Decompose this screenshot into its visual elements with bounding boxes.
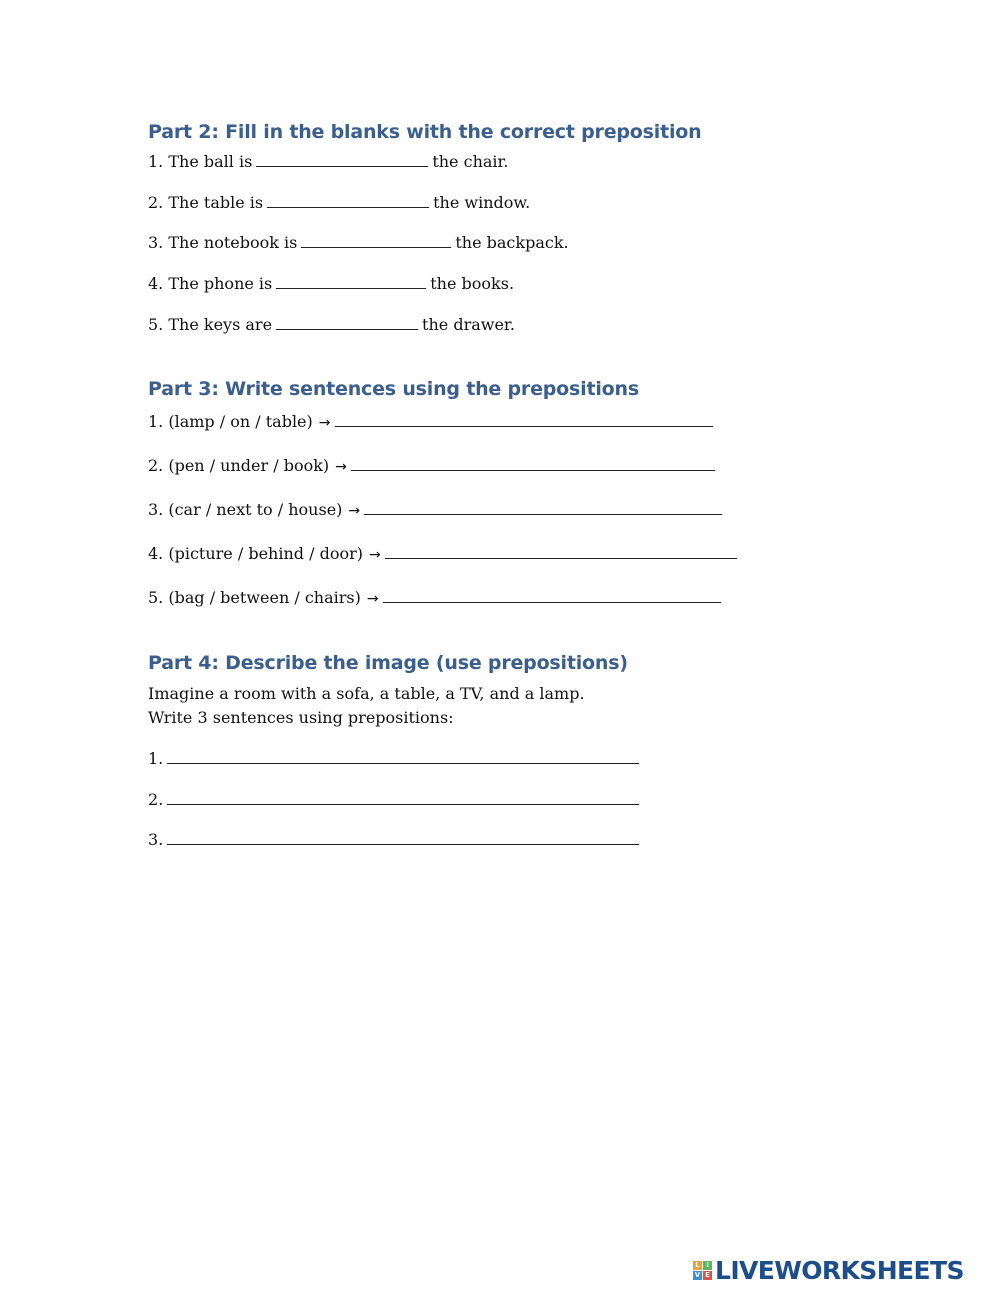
part3-blank-1[interactable] bbox=[335, 412, 713, 427]
part4-item-3-number: 3. bbox=[148, 830, 164, 849]
part3-item-3-prompt: 3. (car / next to / house) bbox=[148, 500, 343, 519]
part3-item-5 bbox=[148, 588, 725, 609]
part3-blank-3[interactable] bbox=[364, 500, 722, 515]
part2-item-2-before: 2. The table is bbox=[148, 193, 264, 212]
part3-item-4-prompt: 4. (picture / behind / door) bbox=[148, 544, 363, 563]
part2-heading: Part 2: Fill in the blanks with the correct preposition bbox=[148, 121, 702, 143]
part2-item-1-after: the chair. bbox=[432, 152, 509, 171]
part4-blank-3[interactable] bbox=[167, 830, 639, 845]
part2-blank-5[interactable] bbox=[276, 315, 418, 330]
arrow-icon: → bbox=[318, 415, 331, 431]
part3-blank-5[interactable] bbox=[383, 588, 721, 603]
part2-item-1-before: 1. The ball is bbox=[148, 152, 253, 171]
arrow-icon: → bbox=[368, 547, 381, 563]
part2-blank-4[interactable] bbox=[276, 274, 426, 289]
part2-item-2 bbox=[148, 193, 530, 213]
part3-item-4 bbox=[148, 544, 741, 565]
part2-blank-3[interactable] bbox=[301, 233, 451, 248]
part2-blank-1[interactable] bbox=[256, 152, 428, 167]
part4-blank-2[interactable] bbox=[167, 790, 639, 805]
part3-blank-2[interactable] bbox=[351, 456, 715, 471]
part2-item-5 bbox=[148, 315, 515, 335]
part3-item-1 bbox=[148, 412, 717, 433]
part4-item-2 bbox=[148, 790, 643, 810]
part4-item-1-number: 1. bbox=[148, 749, 164, 768]
logo-text: LIVEWORKSHEETS bbox=[715, 1255, 964, 1285]
arrow-icon: → bbox=[335, 459, 347, 475]
part3-item-3 bbox=[148, 500, 726, 521]
part2-blank-2[interactable] bbox=[267, 193, 429, 208]
arrow-icon: → bbox=[366, 591, 379, 607]
part2-item-3-before: 3. The notebook is bbox=[148, 233, 298, 252]
logo-block: L bbox=[693, 1261, 702, 1270]
part3-item-1-prompt: 1. (lamp / on / table) bbox=[148, 412, 313, 431]
part4-item-1 bbox=[148, 749, 643, 769]
part2-item-3-after: the backpack. bbox=[455, 233, 569, 252]
logo-live-blocks-icon bbox=[693, 1261, 712, 1280]
logo-block: E bbox=[703, 1271, 712, 1280]
part2-item-4-before: 4. The phone is bbox=[148, 274, 273, 293]
part2-item-2-after: the window. bbox=[433, 193, 531, 212]
logo-block: I bbox=[703, 1261, 712, 1270]
part4-instruction-2: Write 3 sentences using prepositions: bbox=[148, 708, 454, 727]
part2-item-1 bbox=[148, 152, 509, 172]
part2-item-5-after: the drawer. bbox=[422, 315, 515, 334]
part4-instruction-1: Imagine a room with a sofa, a table, a TV, and a lamp. bbox=[148, 684, 585, 703]
part2-item-4 bbox=[148, 274, 514, 294]
part3-item-2 bbox=[148, 456, 719, 477]
arrow-icon: → bbox=[348, 503, 361, 519]
part4-blank-1[interactable] bbox=[167, 749, 639, 764]
part3-heading: Part 3: Write sentences using the prepositions bbox=[148, 378, 639, 400]
part3-item-2-prompt: 2. (pen / under / book) bbox=[148, 456, 330, 475]
part3-blank-4[interactable] bbox=[385, 544, 737, 559]
part4-item-2-number: 2. bbox=[148, 790, 164, 809]
part4-item-3 bbox=[148, 830, 643, 850]
part3-item-5-prompt: 5. (bag / between / chairs) bbox=[148, 588, 361, 607]
logo-block: V bbox=[694, 1270, 701, 1279]
part2-item-4-after: the books. bbox=[430, 274, 515, 293]
part2-item-5-before: 5. The keys are bbox=[148, 315, 273, 334]
part4-heading: Part 4: Describe the image (use prepositions) bbox=[148, 652, 628, 674]
liveworksheets-logo bbox=[693, 1255, 964, 1285]
part2-item-3 bbox=[148, 233, 569, 253]
